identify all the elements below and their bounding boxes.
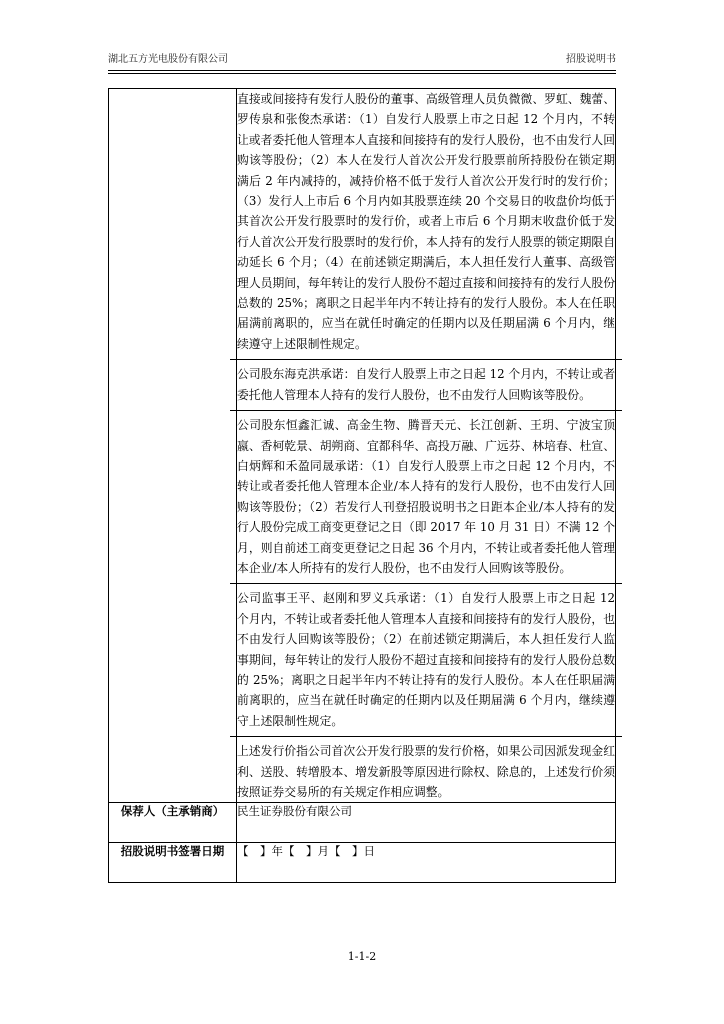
paragraph-issue-price-note: 上述发行价指公司首次公开发行股票的发行价格，如果公司因派发现金红利、送股、转增股本、增发新股等原因进行除权、除息的，上述发行价须按照证券交易所的有关规定作相应调整。 — [230, 736, 622, 802]
sponsor-label: 保荐人（主承销商） — [109, 803, 237, 843]
commitments-label-cell — [109, 89, 237, 803]
paragraph-director-commitment: 直接或间接持有发行人股份的董事、高级管理人员负微微、罗虹、魏蕾、罗传泉和张俊杰承诺：（1）自发行人股票上市之日起 12 个月内，不转让或者委托他人管理本人直接和间接持有的发行人股份，也不由发行人回购该等股份；（2）本人在发行人首次公开发行股票前所持股份在锁定期满后 2 年内减持的，减持价格不低于发行人首次公开发行时的发行价；（3）发行人上市后 6 个月内如其股票连续 20 个交易日的收盘价均低于其首次公开发行股票时的发行价，或者上市后 6 个月期末收盘价低于发行人首次公开发行股票时的发行价，本人持有的发行人股票的锁定期限自动延长 6 个月；（4）在前述锁定期满后，本人担任发行人董事、高级管理人员期间，每年转让的发行人股份不超过直接和间接持有的发行人股份总数的 25%；离职之日起半年内不转让持有的发行人股份。本人在任职届满前离职的，应当在就任时确定的任期内以及任期届满 6 个月内，继续遵守上述限制性规定。 — [237, 92, 615, 351]
header-rule-thick — [108, 70, 616, 71]
paragraph-supervisors-commitment: 公司监事王平、赵刚和罗义兵承诺：（1）自发行人股票上市之日起 12 个月内，不转让或者委托他人管理本人直接和间接持有的发行人股份，也不由发行人回购该等股份；（2）在前述锁定期满后，本人担任发行人监事期间，每年转让的发行人股份不超过直接和间接持有的发行人股份总数的 25%；离职之日起半年内不转让持有的发行人股份。本人在任职届满前离职的，应当在就任时确定的任期内以及任期届满 6 个月内，继续遵守上述限制性规定。 — [230, 583, 622, 731]
commitments-row — [109, 89, 616, 803]
header-rule-thin — [108, 73, 616, 74]
page-number: 1-1-2 — [347, 950, 377, 963]
paragraph-shareholders-commitment: 公司股东恒鑫汇诚、高金生物、腾晋天元、长江创新、王玥、宁波宝顶嬴、香柯乾景、胡朔商、宜都科华、高投万融、广远芬、林培春、杜宣、白炳辉和禾盈同晟承诺：（1）自发行人股票上市之日起 12 个月内，不转让或者委托他人管理本企业/本人持有的发行人股份，也不由发行人回购该等股份；（2）若发行人刊登招股说明书之日距本企业/本人持有的发行人股份完成工商变更登记之日（即 2017 年 10 月 31 日）不满 12 个月，则自前述工商变更登记之日起 36 个月内，不转让或者委托他人管理本企业/本人所持有的发行人股份，也不由发行人回购该等股份。 — [230, 410, 622, 578]
header-doc-title: 招股说明书 — [566, 54, 616, 65]
signing-date-value: 【 】年【 】月【 】日 — [237, 843, 616, 883]
sponsor-row — [109, 803, 616, 843]
sponsor-value: 民生证券股份有限公司 — [237, 803, 616, 843]
signing-date-label: 招股说明书签署日期 — [109, 843, 237, 883]
signing-date-row — [109, 843, 616, 883]
header-company: 湖北五方光电股份有限公司 — [108, 54, 228, 65]
commitments-content-cell — [237, 89, 616, 803]
paragraph-hai-kehong-commitment: 公司股东海克洪承诺：自发行人股票上市之日起 12 个月内，不转让或者委托他人管理本人持有的发行人股份，也不由发行人回购该等股份。 — [230, 359, 622, 405]
prospectus-table — [108, 88, 616, 883]
page-header — [108, 52, 616, 68]
